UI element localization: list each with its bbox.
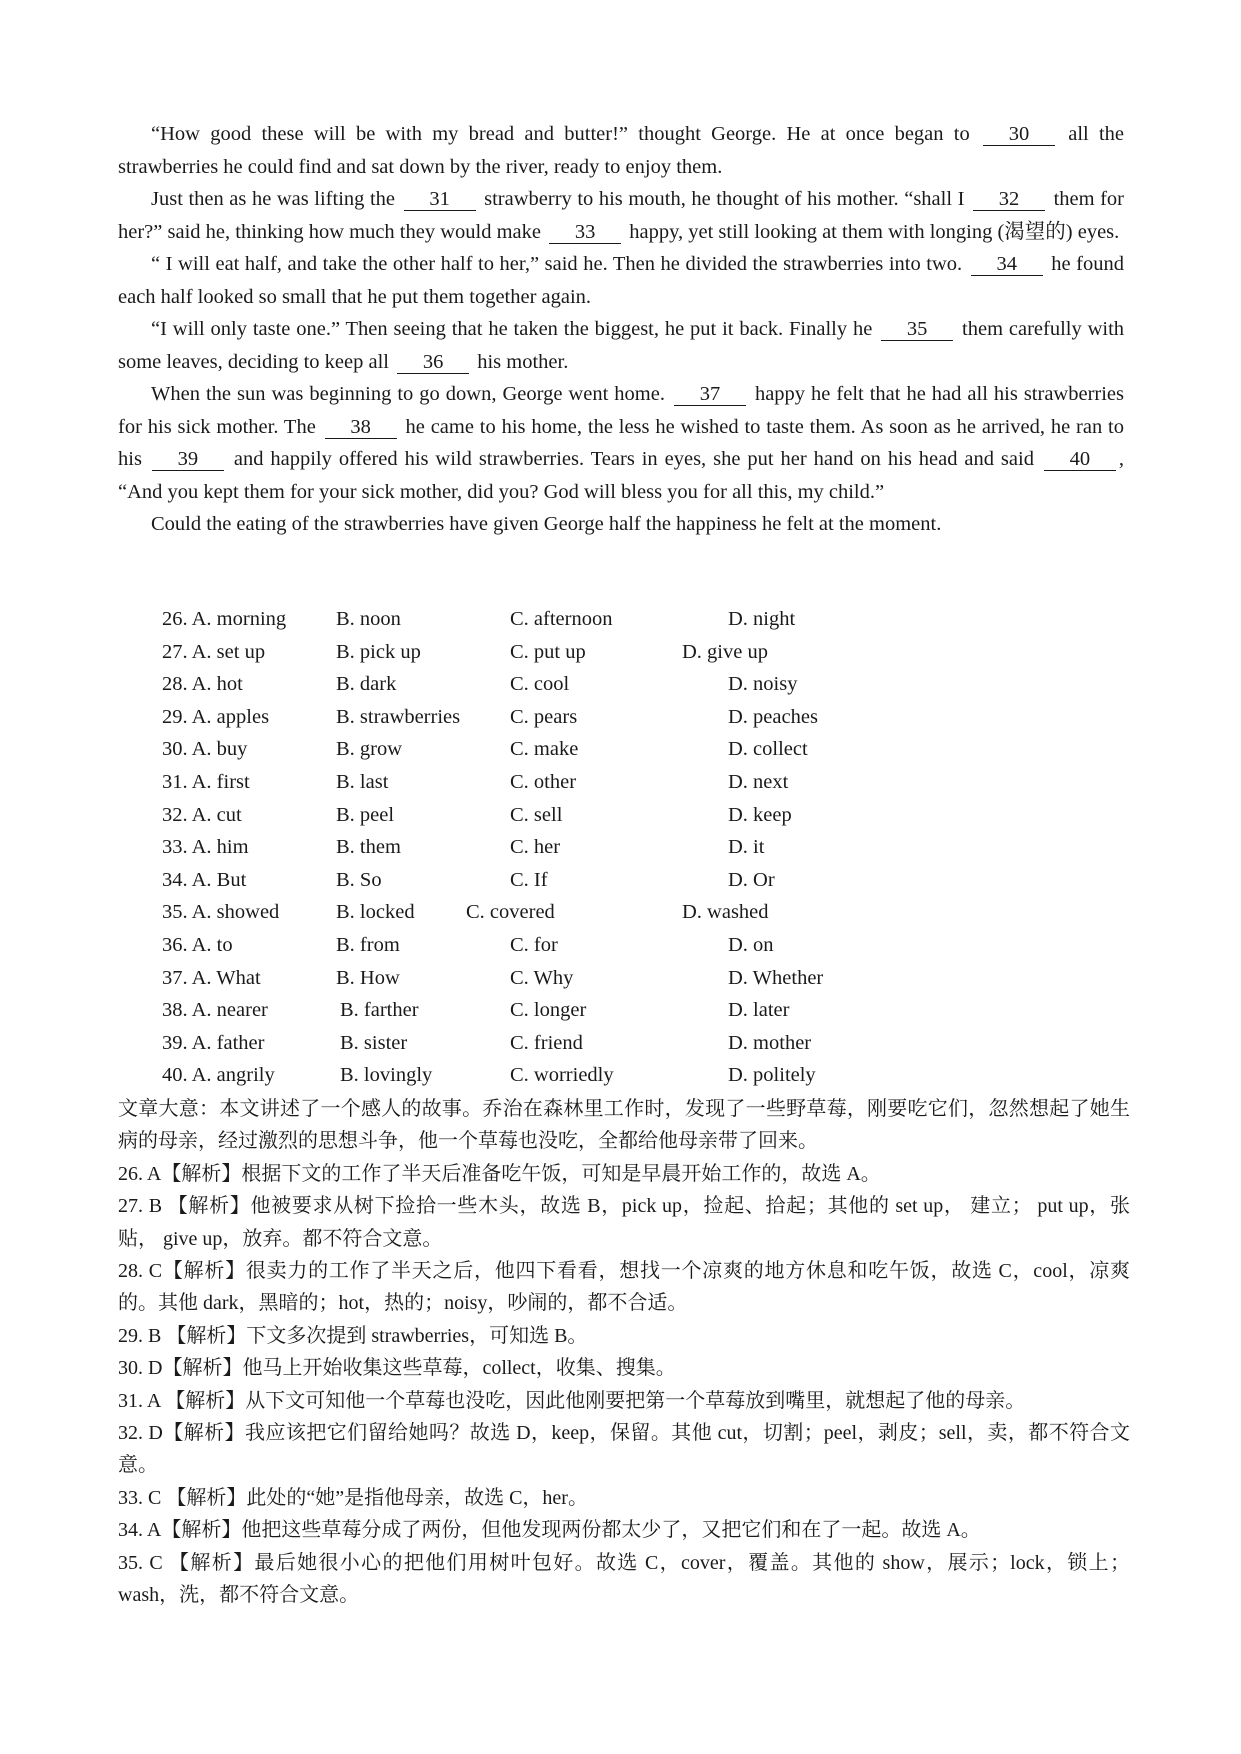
summary-paragraph: 文章大意：本文讲述了一个感人的故事。乔治在森林里工作时，发现了一些野草莓，刚要吃它们，忽然想起了她生病的母亲，经过激烈的思想斗争，他一个草莓也没吃，全都给他母亲带了回来。 <box>118 1098 1130 1153</box>
option-d: D. politely <box>728 1064 816 1087</box>
option-a: 37. A. What <box>162 966 261 989</box>
option-row <box>162 831 1062 864</box>
option-row <box>162 1027 1062 1060</box>
passage-paragraph: “I will only taste one.” Then seeing that he taken the biggest, he put it back. Finally he 35 them carefully with some leaves, deciding to keep all 36 his mother. <box>118 318 1125 373</box>
explanation-item: 29. B 【解析】下文多次提到 strawberries，可知选 B。 <box>118 1324 588 1347</box>
option-row <box>162 864 1062 897</box>
option-b: B. sister <box>340 1031 408 1054</box>
answer-blank: 31 <box>404 188 476 211</box>
option-a: 29. A. apples <box>162 705 270 728</box>
option-row <box>162 733 1062 766</box>
option-c: C. friend <box>510 1031 583 1054</box>
option-row <box>162 766 1062 799</box>
option-c: C. pears <box>510 705 578 728</box>
option-d: D. Or <box>728 868 775 891</box>
option-c: C. afternoon <box>510 608 613 630</box>
answer-blank: 33 <box>549 221 621 244</box>
option-row <box>162 994 1062 1027</box>
option-b: B. grow <box>336 738 403 761</box>
option-b: B. dark <box>336 673 397 696</box>
option-row <box>162 1059 1062 1092</box>
option-a: 35. A. showed <box>162 901 280 924</box>
explanation-item: 31. A 【解析】从下文可知他一个草莓也没吃，因此他刚要把第一个草莓放到嘴里，就想起了他的母亲。 <box>118 1389 1026 1412</box>
explanation-item: 26. A【解析】根据下文的工作了半天后准备吃午饭，可知是早晨开始工作的，故选 A。 <box>118 1162 881 1185</box>
option-d: D. night <box>728 608 796 630</box>
explanation-item: 35. C 【解析】最后她很小心的把他们用树叶包好。故选 C，cover，覆盖。其他的 show，展示；lock，锁上；wash，洗，都不符合文意。 <box>118 1551 1130 1607</box>
option-a: 40. A. angrily <box>162 1064 275 1087</box>
answer-blank: 37 <box>674 383 746 406</box>
option-a: 27. A. set up <box>162 640 266 663</box>
option-c: C. Why <box>510 966 574 989</box>
option-b: B. them <box>336 836 401 859</box>
option-b: B. strawberries <box>336 705 461 728</box>
option-c: C. sell <box>510 803 563 826</box>
answer-blank: 36 <box>397 351 469 374</box>
option-d: D. noisy <box>728 673 798 696</box>
answer-blank: 32 <box>973 188 1045 211</box>
passage-paragraph: Could the eating of the strawberries have given George half the happiness he felt at the moment. <box>151 513 942 535</box>
answer-blank: 34 <box>971 253 1043 276</box>
option-d: D. peaches <box>728 705 818 728</box>
explanation-item: 30. D【解析】他马上开始收集这些草莓，collect，收集、搜集。 <box>118 1357 676 1380</box>
option-a: 34. A. But <box>162 868 247 891</box>
option-d: D. washed <box>682 901 769 924</box>
option-row <box>162 929 1062 962</box>
option-a: 32. A. cut <box>162 803 242 826</box>
option-c: C. her <box>510 836 561 859</box>
option-d: D. Whether <box>728 966 824 989</box>
answer-blank: 30 <box>983 123 1055 146</box>
option-b: B. How <box>336 966 400 989</box>
passage-paragraph: When the sun was beginning to go down, George went home. 37 happy he felt that he had all his strawberries for his sick mother. The 38 he came to his home, the less he wished to taste them. As soon as he arrived, he ran to his 39 and happily offered his wild strawberries. Tears in eyes, she put her hand on his head and said 40 , “And you kept them for your sick mother, did you? God will bless you for all this, my child.” <box>118 383 1125 503</box>
option-d: D. next <box>728 770 789 793</box>
explanation-item: 33. C 【解析】此处的“她”是指他母亲，故选 C，her。 <box>118 1486 588 1509</box>
option-row <box>162 896 1062 929</box>
explanation-item: 28. C【解析】很卖力的工作了半天之后，他四下看看，想找一个凉爽的地方休息和吃午饭，故选 C，cool，凉爽的。其他 dark，黑暗的；hot，热的；noisy，吵闹的，都不合适。 <box>118 1260 1130 1315</box>
option-d: D. keep <box>728 803 792 826</box>
option-row <box>162 636 1062 669</box>
explanation-item: 27. B 【解析】他被要求从树下捡拾一些木头，故选 B，pick up，捡起、拾起；其他的 set up， 建立； put up，张贴， give up，放弃。都不符合文意。 <box>118 1195 1130 1250</box>
option-d: D. on <box>728 933 774 956</box>
option-a: 38. A. nearer <box>162 999 268 1022</box>
option-row <box>162 603 1062 636</box>
answer-analysis <box>118 1093 1130 1612</box>
option-b: B. lovingly <box>340 1064 433 1087</box>
answer-blank: 39 <box>152 448 224 471</box>
option-c: C. If <box>510 868 548 891</box>
option-a: 33. A. him <box>162 836 249 859</box>
option-list <box>162 603 1062 1092</box>
answer-blank: 38 <box>325 416 397 439</box>
option-row <box>162 668 1062 701</box>
option-a: 26. A. morning <box>162 608 287 630</box>
passage-paragraph: “How good these will be with my bread and butter!” thought George. He at once began to 30 all the strawberries he could find and sat down by the river, ready to enjoy them. <box>118 123 1125 178</box>
passage-paragraph: Just then as he was lifting the 31 strawberry to his mouth, he thought of his mother. “shall I 32 them for her?” said he, thinking how much they would make 33 happy, yet still looking at them with longing (渴望的) eyes. <box>118 188 1125 243</box>
option-c: C. cool <box>510 673 570 696</box>
option-d: D. collect <box>728 738 808 761</box>
option-c: C. longer <box>510 999 587 1022</box>
explanation-item: 32. D【解析】我应该把它们留给她吗？故选 D，keep，保留。其他 cut，切割；peel，剥皮；sell，卖，都不符合文意。 <box>118 1422 1130 1477</box>
option-c: C. for <box>510 933 558 956</box>
answer-blank: 40 <box>1044 448 1116 471</box>
option-a: 39. A. father <box>162 1031 265 1054</box>
answer-blank: 35 <box>881 318 953 341</box>
option-a: 28. A. hot <box>162 673 243 696</box>
option-a: 31. A. first <box>162 770 250 793</box>
option-row <box>162 799 1062 832</box>
option-b: B. last <box>336 770 389 793</box>
option-b: B. pick up <box>336 640 421 663</box>
option-c: C. make <box>510 738 579 761</box>
option-c: C. covered <box>466 901 555 924</box>
option-b: B. locked <box>336 901 415 924</box>
option-d: D. it <box>728 836 765 859</box>
option-c: C. worriedly <box>510 1064 614 1087</box>
passage <box>118 118 1124 541</box>
option-a: 36. A. to <box>162 933 233 956</box>
option-b: B. noon <box>336 608 401 630</box>
option-row <box>162 962 1062 995</box>
option-b: B. So <box>336 868 382 891</box>
option-b: B. farther <box>340 999 419 1022</box>
option-c: C. other <box>510 770 577 793</box>
passage-paragraph: “ I will eat half, and take the other half to her,” said he. Then he divided the strawberries into two. 34 he found each half looked so small that he put them together again. <box>118 253 1125 308</box>
option-d: D. mother <box>728 1031 812 1054</box>
option-c: C. put up <box>510 640 586 663</box>
option-d: D. later <box>728 999 790 1022</box>
explanation-item: 34. A【解析】他把这些草莓分成了两份，但他发现两份都太少了，又把它们和在了一起。故选 A。 <box>118 1519 981 1542</box>
option-b: B. peel <box>336 803 395 826</box>
option-d: D. give up <box>682 640 768 663</box>
option-a: 30. A. buy <box>162 738 248 761</box>
option-b: B. from <box>336 933 400 956</box>
option-row <box>162 701 1062 734</box>
